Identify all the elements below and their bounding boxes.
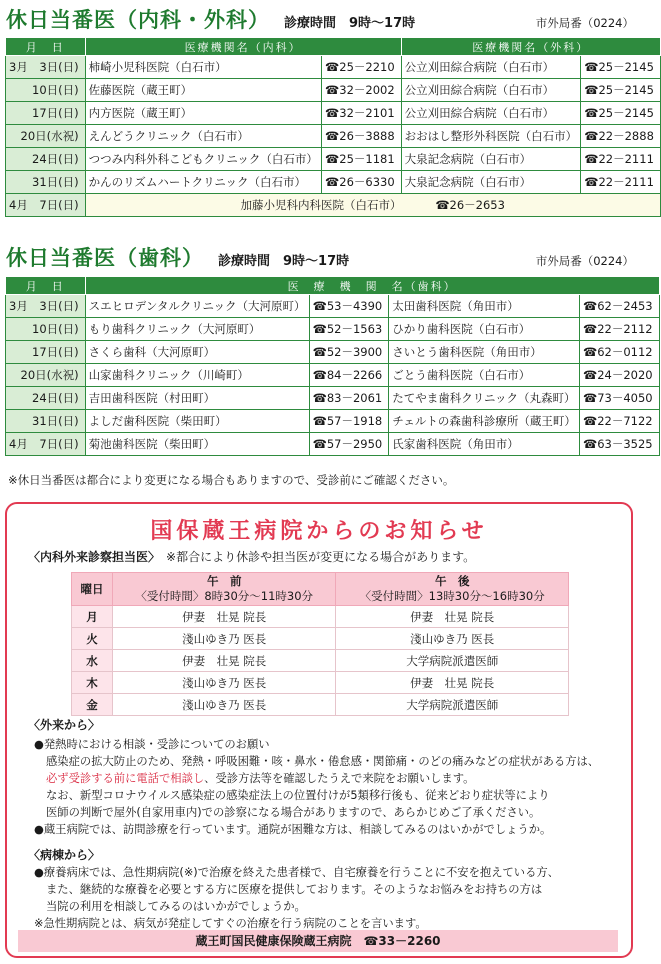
clinic-phone: ☎32－2101 bbox=[321, 102, 401, 125]
clinic-phone: ☎73－4050 bbox=[579, 387, 659, 410]
clinic-name: つつみ内科外科こどもクリニック（白石市） bbox=[85, 148, 321, 171]
row-date: 17日(日) bbox=[6, 341, 86, 364]
table-row bbox=[6, 194, 661, 217]
clinic-phone: ☎26－6330 bbox=[321, 171, 401, 194]
row-date: 4月 7日(日) bbox=[6, 194, 86, 217]
weekday: 月 bbox=[72, 606, 113, 628]
outpatient-line: なお、新型コロナウイルス感染症の感染症法上の位置付けが5類移行後も、従来どおり症状等により bbox=[46, 789, 550, 802]
medical-duty-table bbox=[5, 37, 661, 217]
clinic-phone: ☎22－2888 bbox=[581, 125, 661, 148]
weekday: 水 bbox=[72, 650, 113, 672]
row-date: 20日(水祝) bbox=[6, 364, 86, 387]
clinic-phone: ☎62－0112 bbox=[579, 341, 659, 364]
clinic-note: ※都合により休診や担当医が変更になる場合があります。 bbox=[166, 550, 476, 564]
row-date: 3月 3日(日) bbox=[6, 295, 86, 318]
am-doctor: 淺山ゆき乃 医長 bbox=[113, 628, 336, 650]
medical-area-code: 市外局番（0224） bbox=[535, 16, 634, 30]
clinic-name: 柿崎小児科医院（白石市） bbox=[85, 56, 321, 79]
clinic-phone: ☎22－2111 bbox=[581, 148, 661, 171]
clinic-heading-text: 〈内科外来診察担当医〉 bbox=[28, 550, 161, 564]
am-doctor: 伊妻 壮晃 院長 bbox=[113, 650, 336, 672]
medical-title: 休日当番医（内科・外科） bbox=[6, 8, 270, 32]
clinic-name: 大泉記念病院（白石市） bbox=[401, 171, 581, 194]
table-row bbox=[72, 650, 569, 672]
clinic-name: えんどうクリニック（白石市） bbox=[85, 125, 321, 148]
clinic-name: 内方医院（蔵王町） bbox=[85, 102, 321, 125]
dental-title-row bbox=[6, 242, 634, 272]
pm-time: 〈受付時間〉13時30分～16時30分 bbox=[359, 589, 545, 603]
dental-area-code: 市外局番（0224） bbox=[535, 254, 634, 268]
clinic-name: 公立刈田綜合病院（白石市） bbox=[401, 56, 581, 79]
clinic-name: 佐藤医院（蔵王町） bbox=[85, 79, 321, 102]
hospital-title: 国保蔵王病院からのお知らせ bbox=[150, 519, 488, 544]
table-row bbox=[72, 672, 569, 694]
table-row bbox=[6, 102, 661, 125]
clinic-phone: ☎25－1181 bbox=[321, 148, 401, 171]
am-doctor: 伊妻 壮晃 院長 bbox=[113, 606, 336, 628]
am-label: 午 前 bbox=[206, 574, 242, 588]
table-row bbox=[72, 694, 569, 716]
outpatient-line: 、受診方法等を確認したうえで来院をお願いします。 bbox=[204, 772, 475, 785]
outpatient-bullet-2: ●蔵王病院では、訪問診療を行っています。通院が困難な方は、相談してみるのはいかがでしょうか。 bbox=[34, 823, 552, 836]
row-date: 31日(日) bbox=[6, 410, 86, 433]
clinic-phone: ☎24－2020 bbox=[579, 364, 659, 387]
dental-title: 休日当番医（歯科） bbox=[6, 246, 204, 270]
row-date: 4月 7日(日) bbox=[6, 433, 86, 456]
clinic-phone: ☎52－3900 bbox=[309, 341, 389, 364]
clinic-phone: ☎63－3525 bbox=[579, 433, 659, 456]
clinic-name: 菊池歯科医院（柴田町） bbox=[85, 433, 309, 456]
row-date: 24日(日) bbox=[6, 387, 86, 410]
col-internal: 医療機関名（内科） bbox=[85, 38, 401, 56]
table-row bbox=[6, 433, 660, 456]
outpatient-line: 感染症の拡大防止のため、発熱・呼吸困難・咳・鼻水・倦怠感・関節痛・のどの痛みなどの症状がある方は、 bbox=[46, 755, 600, 768]
clinic-name: 加藤小児科内科医院（白石市） bbox=[240, 198, 402, 212]
clinic-phone: ☎57－2950 bbox=[309, 433, 389, 456]
outpatient-bullet-title: ●発熱時における相談・受診についてのお願い bbox=[34, 738, 270, 751]
row-date: 24日(日) bbox=[6, 148, 86, 171]
clinic-phone: ☎25－2145 bbox=[581, 79, 661, 102]
ward-heading: 〈病棟から〉 bbox=[28, 848, 101, 862]
row-date: 3月 3日(日) bbox=[6, 56, 86, 79]
clinic-name: 氏家歯科医院（角田市） bbox=[389, 433, 580, 456]
clinic-name: スエヒロデンタルクリニック（大河原町） bbox=[85, 295, 309, 318]
weekday: 火 bbox=[72, 628, 113, 650]
clinic-name: さいとう歯科医院（角田市） bbox=[389, 341, 580, 364]
clinic-phone: ☎62－2453 bbox=[579, 295, 659, 318]
ward-text bbox=[34, 864, 614, 932]
table-row bbox=[6, 295, 660, 318]
clinic-phone: ☎22－2112 bbox=[579, 318, 659, 341]
col-day: 曜日 bbox=[72, 573, 113, 606]
clinic-name: たてやま歯科クリニック（丸森町） bbox=[389, 387, 580, 410]
clinic-phone: ☎32－2002 bbox=[321, 79, 401, 102]
pm-doctor: 伊妻 壮晃 院長 bbox=[336, 672, 569, 694]
table-row bbox=[6, 341, 660, 364]
col-dental: 医 療 機 関 名（歯科） bbox=[85, 277, 659, 295]
table-row bbox=[6, 79, 661, 102]
outpatient-line: 医師の判断で屋外(自家用車内)での診察になる場合がありますので、あらかじめご了承ください。 bbox=[46, 806, 541, 819]
table-row bbox=[6, 125, 661, 148]
clinic-phone: ☎25－2145 bbox=[581, 56, 661, 79]
medical-title-row bbox=[6, 4, 634, 34]
clinic-name: さくら歯科（大河原町） bbox=[85, 341, 309, 364]
pm-doctor: 大学病院派遣医師 bbox=[336, 650, 569, 672]
pm-doctor: 大学病院派遣医師 bbox=[336, 694, 569, 716]
row-date: 31日(日) bbox=[6, 171, 86, 194]
row-date: 10日(日) bbox=[6, 318, 86, 341]
am-doctor: 淺山ゆき乃 医長 bbox=[113, 694, 336, 716]
dental-duty-table bbox=[5, 276, 660, 456]
clinic-name: 公立刈田綜合病院（白石市） bbox=[401, 79, 581, 102]
am-time: 〈受付時間〉8時30分～11時30分 bbox=[135, 589, 314, 603]
clinic-name: おおはし整形外科医院（白石市） bbox=[401, 125, 581, 148]
row-date: 10日(日) bbox=[6, 79, 86, 102]
ward-line: 当院の利用を相談してみるのはいかがでしょうか。 bbox=[46, 900, 306, 913]
row-date: 20日(水祝) bbox=[6, 125, 86, 148]
hospital-footer: 蔵王町国民健康保険蔵王病院 ☎33－2260 bbox=[18, 930, 618, 952]
outpatient-heading: 〈外来から〉 bbox=[28, 718, 101, 732]
dental-hours: 診療時間 9時～17時 bbox=[218, 254, 350, 269]
am-doctor: 淺山ゆき乃 医長 bbox=[113, 672, 336, 694]
table-row bbox=[6, 171, 661, 194]
clinic-name: もり歯科クリニック（大河原町） bbox=[85, 318, 309, 341]
clinic-phone: ☎83－2061 bbox=[309, 387, 389, 410]
clinic-phone: ☎84－2266 bbox=[309, 364, 389, 387]
clinic-phone: ☎22－7122 bbox=[579, 410, 659, 433]
clinic-name: 大泉記念病院（白石市） bbox=[401, 148, 581, 171]
col-date: 月 日 bbox=[6, 277, 86, 295]
clinic-schedule-table bbox=[71, 572, 569, 716]
clinic-name: かんのリズムハートクリニック（白石市） bbox=[85, 171, 321, 194]
col-am bbox=[113, 573, 336, 606]
row-clinic bbox=[85, 194, 660, 217]
clinic-name: 吉田歯科医院（村田町） bbox=[85, 387, 309, 410]
clinic-name: チェルトの森歯科診療所（蔵王町） bbox=[389, 410, 580, 433]
clinic-phone: ☎25－2145 bbox=[581, 102, 661, 125]
duty-note: ※休日当番医は都合により変更になる場合もありますので、受診前にご確認ください。 bbox=[8, 473, 455, 487]
table-row bbox=[6, 318, 660, 341]
ward-note: ※急性期病院とは、病気が発症してすぐの治療を行う病院のことを言います。 bbox=[34, 917, 427, 930]
outpatient-text bbox=[34, 736, 614, 838]
clinic-name: ごとう歯科医院（白石市） bbox=[389, 364, 580, 387]
clinic-name: 公立刈田綜合病院（白石市） bbox=[401, 102, 581, 125]
table-row bbox=[6, 364, 660, 387]
clinic-name: 山家歯科クリニック（川崎町） bbox=[85, 364, 309, 387]
clinic-name: ひかり歯科医院（白石市） bbox=[389, 318, 580, 341]
table-row bbox=[6, 148, 661, 171]
col-date: 月 日 bbox=[6, 38, 86, 56]
table-row bbox=[72, 628, 569, 650]
clinic-phone: ☎26－3888 bbox=[321, 125, 401, 148]
clinic-phone: ☎53－4390 bbox=[309, 295, 389, 318]
clinic-phone: ☎26－2653 bbox=[435, 198, 505, 212]
clinic-name: よしだ歯科医院（柴田町） bbox=[85, 410, 309, 433]
outpatient-warning: 必ず受診する前に電話で相談し bbox=[46, 772, 205, 785]
weekday: 木 bbox=[72, 672, 113, 694]
clinic-heading bbox=[28, 548, 475, 565]
col-surgery: 医療機関名（外科） bbox=[401, 38, 660, 56]
weekday: 金 bbox=[72, 694, 113, 716]
table-row bbox=[6, 410, 660, 433]
ward-line: また、継続的な療養を必要とする方に医療を提供しております。そのようなお悩みをお持ちの方は bbox=[46, 883, 543, 896]
medical-hours: 診療時間 9時～17時 bbox=[284, 16, 416, 31]
clinic-phone: ☎25－2210 bbox=[321, 56, 401, 79]
clinic-phone: ☎57－1918 bbox=[309, 410, 389, 433]
clinic-phone: ☎52－1563 bbox=[309, 318, 389, 341]
row-date: 17日(日) bbox=[6, 102, 86, 125]
table-row bbox=[72, 606, 569, 628]
table-row bbox=[6, 387, 660, 410]
pm-doctor: 淺山ゆき乃 医長 bbox=[336, 628, 569, 650]
clinic-phone: ☎22－2111 bbox=[581, 171, 661, 194]
pm-doctor: 伊妻 壮晃 院長 bbox=[336, 606, 569, 628]
table-row bbox=[6, 56, 661, 79]
clinic-name: 太田歯科医院（角田市） bbox=[389, 295, 580, 318]
ward-line: ●療養病床では、急性期病院(※)で治療を終えた患者様で、自宅療養を行うことに不安を抱えている方、 bbox=[34, 866, 559, 879]
col-pm bbox=[336, 573, 569, 606]
pm-label: 午 後 bbox=[434, 574, 470, 588]
